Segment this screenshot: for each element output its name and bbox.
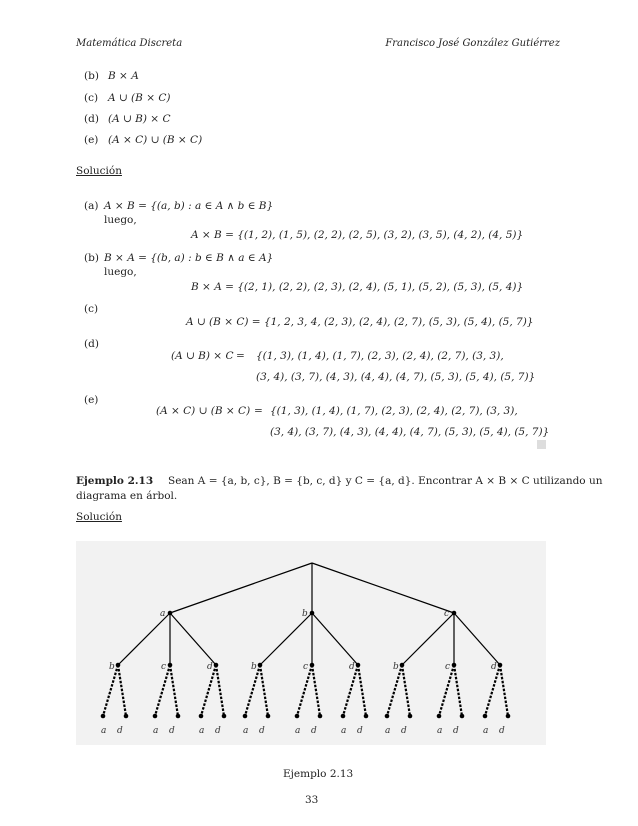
- tree-edge-root: [170, 563, 312, 613]
- tree-leaf-node: [266, 714, 271, 719]
- tree-node-level1: [310, 611, 315, 616]
- tree-leaf-label: a: [437, 726, 443, 736]
- exercise-item-label: (b): [84, 70, 99, 82]
- example-statement-line2: diagrama en árbol.: [76, 490, 178, 502]
- solution-d-equals: =: [236, 350, 245, 362]
- header-left: Matemática Discreta: [76, 38, 183, 49]
- exercise-item-expr: A ∪ (B × C): [108, 92, 171, 104]
- exercise-item-label: (d): [84, 113, 99, 125]
- exercise-item-label: (e): [84, 134, 99, 146]
- solution-d-lhs: (A ∪ B) × C: [171, 350, 234, 362]
- tree-leaf-node: [101, 714, 106, 719]
- tree-node-level2: [452, 663, 457, 668]
- tree-leaf-label: a: [483, 726, 489, 736]
- tree-leaf-label: d: [169, 726, 175, 736]
- tree-node-level2: [214, 663, 219, 668]
- tree-node-level2-label: b: [109, 662, 115, 672]
- tree-edge-level2: [216, 665, 224, 716]
- solution-heading: Solución: [76, 165, 122, 177]
- tree-node-level1: [452, 611, 457, 616]
- exercise-item-expr: B × A: [108, 70, 139, 82]
- tree-edge-level2: [118, 665, 126, 716]
- tree-leaf-node: [483, 714, 488, 719]
- tree-edge-level2: [312, 665, 320, 716]
- tree-svg: [76, 541, 546, 745]
- tree-node-level2: [116, 663, 121, 668]
- solution-b-label: (b): [84, 252, 99, 264]
- tree-edge-level2: [387, 665, 402, 716]
- tree-leaf-node: [295, 714, 300, 719]
- tree-node-level1-label: a: [160, 609, 166, 619]
- tree-leaf-label: d: [499, 726, 505, 736]
- solution-a-luego: luego,: [104, 214, 137, 226]
- tree-edge-level1: [454, 613, 500, 665]
- tree-diagram: [76, 541, 546, 745]
- solution-c-result: A ∪ (B × C) = {1, 2, 3, 4, (2, 3), (2, 4), (2, 7), (5, 3), (5, 4), (5, 7)}: [186, 316, 534, 328]
- tree-edge-level2: [297, 665, 312, 716]
- solution-d-line2: (3, 4), (3, 7), (4, 3), (4, 4), (4, 7), (5, 3), (5, 4), (5, 7)}: [256, 371, 536, 383]
- tree-node-level2-label: d: [349, 662, 355, 672]
- tree-leaf-node: [222, 714, 227, 719]
- tree-node-level2-label: c: [445, 662, 451, 672]
- tree-leaf-label: d: [401, 726, 407, 736]
- tree-edge-level1: [312, 613, 358, 665]
- tree-leaf-node: [364, 714, 369, 719]
- tree-leaf-node: [176, 714, 181, 719]
- tree-leaf-label: d: [117, 726, 123, 736]
- exercise-item-label: (c): [84, 92, 99, 104]
- tree-node-level1: [168, 611, 173, 616]
- solution-e-line2: (3, 4), (3, 7), (4, 3), (4, 4), (4, 7), (5, 3), (5, 4), (5, 7)}: [270, 426, 550, 438]
- tree-leaf-node: [318, 714, 323, 719]
- exercise-item-expr: (A ∪ B) × C: [108, 113, 171, 125]
- tree-leaf-label: a: [341, 726, 347, 736]
- tree-leaf-node: [460, 714, 465, 719]
- tree-leaf-label: d: [215, 726, 221, 736]
- tree-node-level2: [168, 663, 173, 668]
- solution-b-result: B × A = {(2, 1), (2, 2), (2, 3), (2, 4), (5, 1), (5, 2), (5, 3), (5, 4)}: [191, 281, 524, 293]
- solution-b-luego: luego,: [104, 266, 137, 278]
- tree-leaf-label: a: [199, 726, 205, 736]
- tree-leaf-label: a: [101, 726, 107, 736]
- tree-leaf-node: [341, 714, 346, 719]
- solution-d-line1: {(1, 3), (1, 4), (1, 7), (2, 3), (2, 4), (2, 7), (3, 3),: [256, 350, 504, 362]
- solution-e-lhs: (A × C) ∪ (B × C): [156, 405, 251, 417]
- tree-leaf-node: [199, 714, 204, 719]
- tree-edge-level2: [500, 665, 508, 716]
- tree-edge-level2: [245, 665, 260, 716]
- tree-node-level2: [310, 663, 315, 668]
- header-right: Francisco José González Gutiérrez: [385, 38, 560, 49]
- tree-edge-level1: [118, 613, 170, 665]
- tree-edge-level1: [170, 613, 216, 665]
- tree-leaf-label: d: [453, 726, 459, 736]
- tree-edge-level2: [485, 665, 500, 716]
- tree-node-level2: [258, 663, 263, 668]
- tree-edge-level2: [155, 665, 170, 716]
- solution-b-definition: B × A = {(b, a) : b ∈ B ∧ a ∈ A}: [104, 252, 274, 264]
- tree-edge-level2: [103, 665, 118, 716]
- tree-edge-level2: [260, 665, 268, 716]
- solution-a-result: A × B = {(1, 2), (1, 5), (2, 2), (2, 5), (3, 2), (3, 5), (4, 2), (4, 5)}: [191, 229, 524, 241]
- example-solution-heading: Solución: [76, 511, 122, 523]
- solution-e-label: (e): [84, 394, 99, 406]
- tree-node-level2-label: c: [161, 662, 167, 672]
- tree-leaf-label: a: [243, 726, 249, 736]
- tree-edge-level1: [260, 613, 312, 665]
- tree-leaf-label: a: [295, 726, 301, 736]
- tree-leaf-node: [153, 714, 158, 719]
- solution-a-label: (a): [84, 200, 99, 212]
- tree-node-level1-label: c: [444, 609, 450, 619]
- tree-leaf-label: a: [385, 726, 391, 736]
- tree-leaf-node: [408, 714, 413, 719]
- tree-edge-level2: [358, 665, 366, 716]
- solution-e-line1: {(1, 3), (1, 4), (1, 7), (2, 3), (2, 4), (2, 7), (3, 3),: [270, 405, 518, 417]
- tree-node-level1-label: b: [302, 609, 308, 619]
- tree-node-level2-label: d: [207, 662, 213, 672]
- tree-leaf-node: [506, 714, 511, 719]
- tree-leaf-node: [124, 714, 129, 719]
- tree-edge-level1: [402, 613, 454, 665]
- tree-leaf-node: [243, 714, 248, 719]
- solution-a-definition: A × B = {(a, b) : a ∈ A ∧ b ∈ B}: [104, 200, 274, 212]
- tree-node-level2: [498, 663, 503, 668]
- tree-leaf-label: d: [259, 726, 265, 736]
- tree-leaf-node: [385, 714, 390, 719]
- exercise-item-expr: (A × C) ∪ (B × C): [108, 134, 203, 146]
- qed-box: [537, 440, 546, 449]
- tree-edge-level2: [454, 665, 462, 716]
- tree-node-level2-label: b: [251, 662, 257, 672]
- tree-edge-level2: [201, 665, 216, 716]
- tree-leaf-label: d: [357, 726, 363, 736]
- example-title: Ejemplo 2.13: [76, 475, 154, 487]
- tree-node-level2-label: b: [393, 662, 399, 672]
- tree-leaf-label: d: [311, 726, 317, 736]
- solution-c-label: (c): [84, 303, 99, 315]
- tree-leaf-label: a: [153, 726, 159, 736]
- tree-leaf-node: [437, 714, 442, 719]
- tree-edge-level2: [170, 665, 178, 716]
- tree-edge-level2: [402, 665, 410, 716]
- tree-node-level2: [356, 663, 361, 668]
- tree-edge-level2: [439, 665, 454, 716]
- tree-edge-root: [312, 563, 454, 613]
- tree-node-level2: [400, 663, 405, 668]
- tree-node-level2-label: d: [491, 662, 497, 672]
- example-statement-line1: Sean A = {a, b, c}, B = {b, c, d} y C = {a, d}. Encontrar A × B × C utilizando un: [168, 475, 603, 487]
- tree-node-level2-label: c: [303, 662, 309, 672]
- solution-e-equals: =: [254, 405, 263, 417]
- solution-d-label: (d): [84, 338, 99, 350]
- figure-caption: Ejemplo 2.13: [283, 768, 354, 780]
- page-number: 33: [305, 794, 319, 806]
- tree-edge-level2: [343, 665, 358, 716]
